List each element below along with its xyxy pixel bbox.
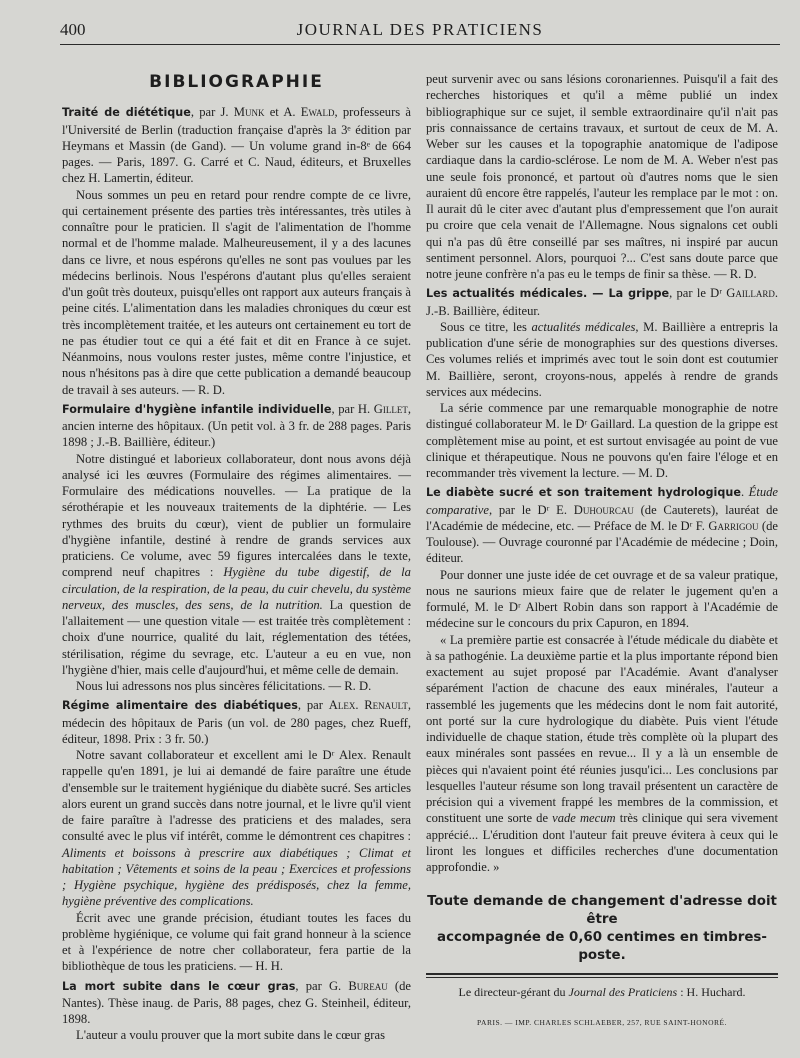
author-name: G. Bureau <box>328 978 388 993</box>
address-change-notice: Toute demande de changement d'adresse doit être accompagnée de 0,60 centimes en timbres-poste. <box>427 894 777 964</box>
author-name: Ewald <box>300 105 335 120</box>
review-paragraph: Sous ce titre, les actualités médicales, M. Baillière a entrepris la publication d'une série de monographies sur des questions diverses. Ces volumes reliés et imprimés avec tout le soin dont est coutumier M. Baillière, seront, croyons-nous, appelés à rendre de grands services aux médecins. <box>426 319 778 399</box>
entry-title: Formulaire d'hygiène infantile individuelle <box>62 402 332 416</box>
entry-regime-diabetiques-citation: Régime alimentaire des diabétiques, par Alex. Renault, médecin des hôpitaux de Paris (un vol. de 280 pages, chez Rueff, éditeur, 1898. Prix : 3 fr. 50.) <box>62 698 412 746</box>
review-paragraph: L'auteur a voulu prouver que la mort subite dans le cœur gras <box>76 1028 385 1043</box>
printer-imprint: PARIS. — IMP. CHARLES SCHLAEBER, 257, RUE SAINT-HONORÉ. <box>477 1017 727 1027</box>
entry-hygiene-infantile-citation: Formulaire d'hygiène infantile individuelle, par H. Gillet, ancien interne des hôpitaux. (Un petit vol. à 3 fr. de 288 pages. Paris 1898 ; J.-B. Baillière, éditeur.) <box>62 401 411 450</box>
review-paragraph-continued: peut survenir avec ou sans lésions coronariennes. Puisqu'il a fait des recherches historiques et qu'il a même publié un index bibliographique sur ce sujet, il semble extraordinaire qu'il n'ait pas pris connaissance de certains travaux, et surtout de ceux de M. A. Weber sur les causes et la topographie anatomique de l'adipose cardiaque dans la cardio-sclérose. Le nom de M. A. Weber n'est pas une seule fois prononcé, et partout où d'autres noms que le sien auraient dû encore être rappelés, l'auteur les remplace par le mot : on. Il aurait dû le citer avec d'autant plus d'empressement que l'on aurait pu croire que cela venait de l'Allemagne. Nous signalons cet oubli qui n'a pas dû être conseillé par ses maîtres, ni inspiré par aucun sentiment personnel. Alors, pourquoi ?... C'est sans doute parce que notre jeune confrère n'a pas eu le temps de finir sa thèse. — R. D. <box>426 72 778 281</box>
journal-title: JOURNAL DES PRATICIENS <box>296 20 544 39</box>
entry-title: La mort subite dans le cœur gras <box>62 979 296 993</box>
author-name: Garrigou <box>708 518 759 533</box>
review-paragraph: Notre savant collaborateur et excellent ami le Dʳ Alex. Renault rappelle qu'en 1891, je lui ai demandé de faire paraître une étude d'ensemble sur le traitement hygiénique du diabète sucré. Ses articles alors eurent un grand succès dans notre journal, et le livre qu'il vient de faire paraître à l'adresse des praticiens et des malades, sera consulté avec le plus vif intérêt, comme le démontrent ces chapitres : Aliments et boissons à prescrire aux diabétiques ; Climat et habitation ; Vêtements et soins de la peau ; Exercices et professions ; Hygiène psychique, hygiène des prédisposés, chez la femme, hygiène préventive des complications. <box>62 748 411 909</box>
entry-title: Le diabète sucré et son traitement hydrologique <box>426 486 741 500</box>
entry-grippe-citation: Les actualités médicales. — La grippe, par le Dʳ Gaillard. J.-B. Baillière, éditeur. <box>426 286 778 318</box>
double-rule-divider <box>426 973 778 978</box>
entry-mort-subite-citation: La mort subite dans le cœur gras, par G. Bureau (de Nantes). Thèse inaug. de Paris, 88 pages, chez G. Steinheil, éditeur, 1898. <box>62 978 412 1026</box>
author-name: Duhourcau <box>573 502 634 517</box>
running-header <box>60 18 780 45</box>
entry-dietetique-citation: Traité de diététique, par J. Munk et A. Ewald, professeurs à l'Université de Berlin (traduction française d'après la 3ᵉ édition par Heymans et Massin (de Gand). — Un volume grand in-8ᵉ de 664 pages. — Paris, 1897. G. Carré et C. Naud, éditeurs, et Bruxelles chez H. Lamertin, éditeur. <box>62 105 411 186</box>
entry-diabete-hydrologique-citation: Le diabète sucré et son traitement hydrologique. Étude comparative, par le Dʳ E. Duhourcau (de Cauterets), lauréat de l'Académie de médecine, etc. — Préface de M. le Dʳ F. Garrigou (de Toulouse). — Ouvrage couronné par l'Académie de médecine ; Doin, éditeur. <box>426 485 779 566</box>
section-title: BIBLIOGRAPHIE <box>149 72 324 92</box>
entry-title: Les actualités médicales. — La grippe <box>426 287 670 301</box>
review-paragraph: La série commence par une remarquable monographie de notre distingué collaborateur M. le Dʳ Gaillard. La question de la grippe est complètement mise au point, et est surtout envisagée au point de vue clinique et thérapeutique. Nous ne pouvons qu'en faire l'éloge et en recommander très vivement la lecture. — M. D. <box>426 401 778 480</box>
right-column <box>426 71 778 1031</box>
page-number: 400 <box>60 20 86 39</box>
review-paragraph: Pour donner une juste idée de cet ouvrage et de sa valeur pratique, nous ne saurions mieux faire que de relater le jugement qu'en a formulé, M. le Dʳ Albert Robin dans son rapport à l'Académie de médecine sur le concours du prix Capuron, en 1894. <box>426 567 778 631</box>
left-column <box>62 70 411 1044</box>
review-paragraph: Écrit avec une grande précision, étudiant toutes les faces du problème hygiénique, ce volume qui fait grand honneur à la science et à l'expérience de notre cher collaborateur, fera partie de la bibliothèque de tous les praticiens. — H. H. <box>62 910 411 974</box>
review-paragraph: Nous sommes un peu en retard pour rendre compte de ce livre, qui certainement présente des parties très intéressantes, très utiles à connaître pour le praticien. Il s'agit de l'alimentation de l'homme normal et de l'homme malade. Malheureusement, il y a des lacunes dans ce livre, et nous espérons qu'elles ne sont pas voulues par les médecins berlinois. Nous l'espérons d'autant plus qu'elles seraient d'un goût très douteux, puisqu'elles ont rapport aux auteurs français à peine cités. L'alimentation dans les maladies chroniques du cœur est très incomplètement traitée, et les auteurs ont certainement eu tort de ne pas étudier tout ce qui a été fait et dit en France à ce sujet. Néanmoins, nous voulons rester justes, même contre l'injustice, et nous n'hésitons pas à dire que cette publication a demandé beaucoup de travail à ses auteurs. — R. D. <box>62 187 411 397</box>
entry-title: Régime alimentaire des diabétiques <box>62 699 298 713</box>
review-paragraph: Notre distingué et laborieux collaborateur, dont nous avons déjà analysé ici les œuvres (Formulaire des régimes alimentaires. — Formulaire des médications nouvelles. — La pratique de la sérothérapie et les nouveaux traitements de la diphtérie. — Les rythmes des bruits du cœur), vient de publier un formulaire d'hygiène infantile, destiné à rendre de grands services aux praticiens. Ce volume, avec 59 figures intercalées dans le texte, comprend neuf chapitres : Hygiène du tube digestif, de la circulation, de la respiration, de la peau, du cuir chevelu, du système nerveux, des muscles, des sens, de la nutrition. La question de l'allaitement — une question vitale — est traitée très complètement : choix d'une nourrice, qualité du lait, réglementation des tétées, stérilisation, régime du sevrage, etc. L'auteur a eu en vue, non l'hygiène d'hier, mais celle d'aujourd'hui, et même celle de demain. <box>62 451 411 677</box>
director-line: Le directeur-gérant du Journal des Praticiens : H. Huchard. <box>458 985 746 1000</box>
author-name: Gaillard <box>726 286 775 301</box>
author-name: Munk <box>233 105 265 120</box>
author-name: Alex. Renault <box>328 698 408 713</box>
entry-title: Traité de diététique <box>62 106 191 120</box>
review-quotation: « La première partie est consacrée à l'étude médicale du diabète et à sa pathogénie. La deuxième partie et la plus importante répond bien exactement au sujet proposé par l'Académie. Avant d'analyser séparément l'action de chacune des eaux minérales, l'auteur a rassemblé les jugements que les médecins dont le nom fait autorité, ont porté sur la cure hydrologique du diabète. Puis vient l'étude individuelle de chaque station, étude très complète où la plupart des eaux minérales sont passées en revue... Il y a là un ensemble de pièces qui n'avaient point été réunies jusqu'ici... Les conclusions par lesquelles l'auteur résume son long travail présentent un caractère de précision qui a vivement frappé les membres de la commission, et constituent une sorte de vade mecum très clinique qui sera vivement apprécié... L'érudition dont l'auteur fait preuve évitera à ceux qui le liront les longues et difficiles recherches d'une documentation approfondie. » <box>426 632 778 874</box>
author-name: Gillet <box>373 401 408 416</box>
review-paragraph: Nous lui adressons nos plus sincères félicitations. — R. D. <box>76 679 372 693</box>
